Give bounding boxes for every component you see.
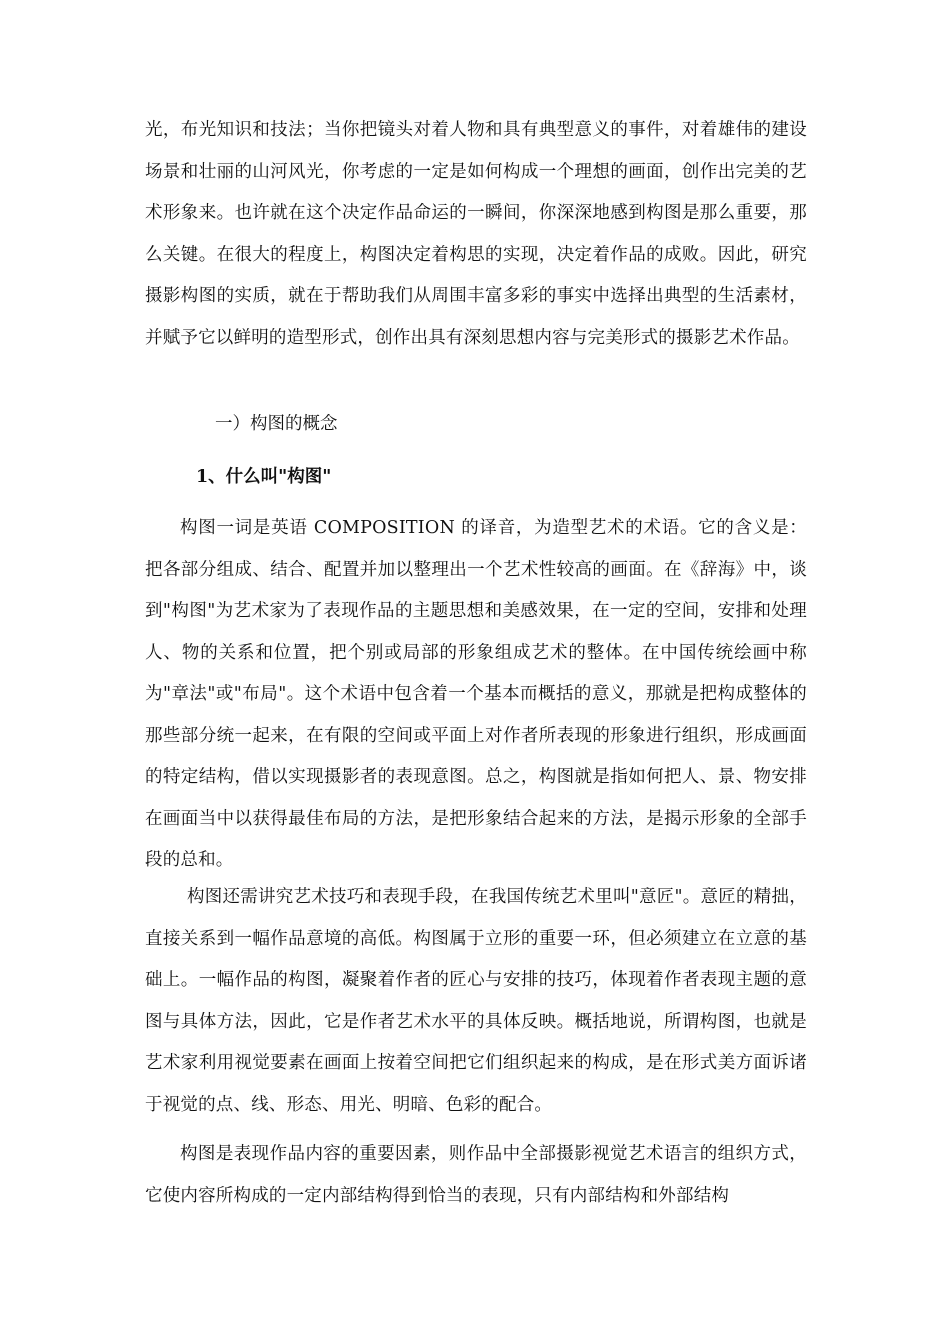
subsection-heading: 1、什么叫"构图" [196, 467, 332, 487]
paragraph-block-2 [145, 508, 807, 882]
section-heading: 一）构图的概念 [215, 414, 338, 434]
paragraph-intro: 光，布光知识和技法；当你把镜头对着人物和具有典型意义的事件，对着雄伟的建设场景和壮丽的山河风光，你考虑的一定是如何构成一个理想的画面，创作出完美的艺术形象来。也许就在这个决定作品命运的一瞬间，你深深地感到构图是那么重要，那么关键。在很大的程度上，构图决定着构思的实现，决定着作品的成败。因此，研究摄影构图的实质，就在于帮助我们从周围丰富多彩的事实中选择出典型的生活素材，并赋予它以鲜明的造型形式，创作出具有深刻思想内容与完美形式的摄影艺术作品。 [145, 120, 807, 348]
paragraph-composition-craft: 构图还需讲究艺术技巧和表现手段，在我国传统艺术里叫"意匠"。意匠的精拙，直接关系到一幅作品意境的高低。构图属于立形的重要一环，但必须建立在立意的基础上。一幅作品的构图，凝聚着作者的匠心与安排的技巧，体现着作者表现主题的意图与具体方法，因此，它是作者艺术水平的具体反映。概括地说，所谓构图，也就是艺术家利用视觉要素在画面上按着空间把它们组织起来的构成，是在形式美方面诉诸于视觉的点、线、形态、用光、明暗、色彩的配合。 [145, 887, 807, 1115]
paragraph-block-1 [145, 110, 807, 359]
paragraph-composition-definition: 构图一词是英语 COMPOSITION 的译音，为造型艺术的术语。它的含义是：把各部分组成、结合、配置并加以整理出一个艺术性较高的画面。在《辞海》中，谈到"构图"为艺术家为了表现作品的主题思想和美感效果，在一定的空间，安排和处理人、物的关系和位置，把个别或局部的形象组成艺术的整体。在中国传统绘画中称为"章法"或"布局"。这个术语中包含着一个基本而概括的意义，那就是把构成整体的那些部分统一起来，在有限的空间或平面上对作者所表现的形象进行组织，形成画面的特定结构，借以实现摄影者的表现意图。总之，构图就是指如何把人、景、物安排在画面当中以获得最佳布局的方法，是把形象结合起来的方法，是揭示形象的全部手段的总和。 [145, 518, 807, 870]
paragraph-block-4 [145, 1134, 807, 1217]
paragraph-composition-content: 构图是表现作品内容的重要因素，则作品中全部摄影视觉艺术语言的组织方式，它使内容所构成的一定内部结构得到恰当的表现，只有内部结构和外部结构 [145, 1144, 807, 1206]
paragraph-block-3 [145, 877, 807, 1126]
